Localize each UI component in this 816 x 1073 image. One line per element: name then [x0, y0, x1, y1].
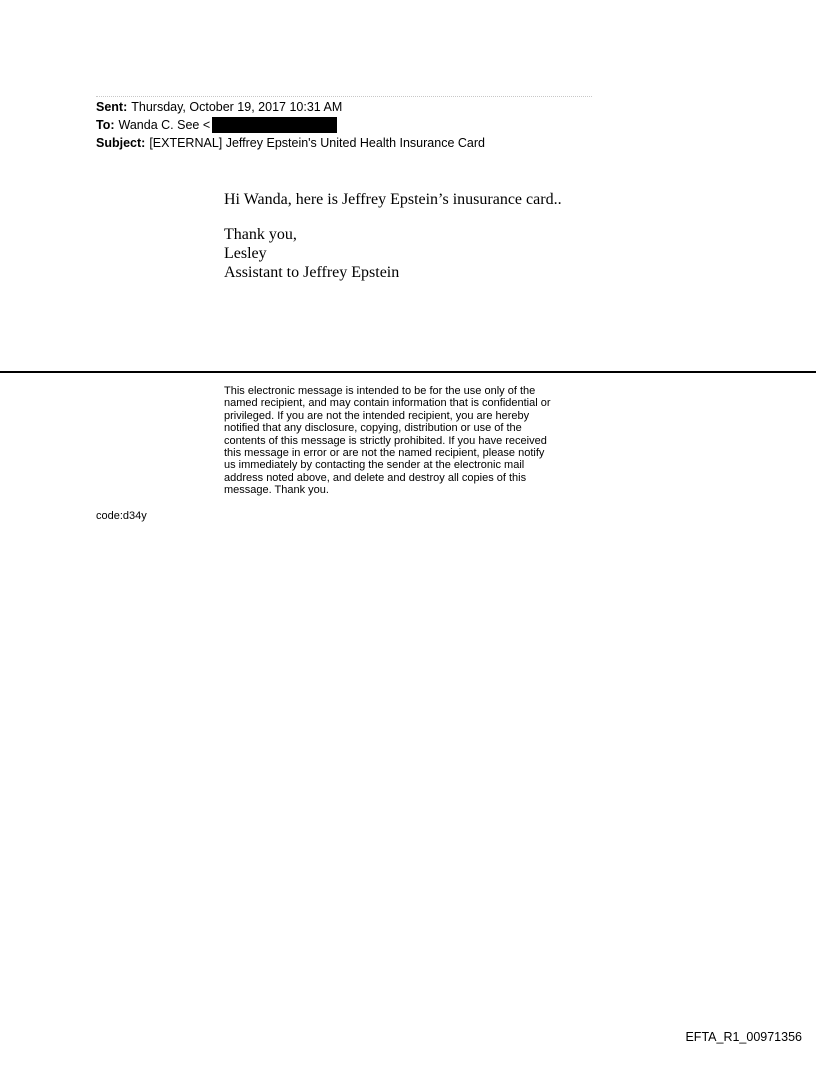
sent-value: Thursday, October 19, 2017 10:31 AM [131, 100, 343, 114]
to-label: To: [96, 118, 115, 132]
closing-line: Thank you, [224, 226, 297, 243]
email-header [96, 98, 485, 152]
to-value: Wanda C. See < [118, 118, 211, 132]
greeting-line: Hi Wanda, here is Jeffrey Epstein’s inusurance card.. [224, 191, 562, 208]
subject-value: [EXTERNAL] Jeffrey Epstein's United Health Insurance Card [149, 136, 485, 150]
message-body [224, 190, 562, 282]
sent-label: Sent: [96, 100, 128, 114]
header-separator [96, 96, 592, 97]
signature-name: Lesley [224, 245, 267, 262]
redaction-block [212, 117, 337, 133]
subject-row [96, 134, 485, 152]
sent-row [96, 98, 485, 116]
document-id: EFTA_R1_00971356 [685, 1030, 802, 1044]
confidentiality-disclaimer: This electronic message is intended to be for the use only of the named recipient, and may contain information that is confidential or privileged. If you are not the intended recipient, you are hereby notified that any disclosure, copying, distribution or use of the contents of this message is strictly prohibited. If you have received this message in error or are not the named recipient, please notify us immediately by contacting the sender at the electronic mail address noted above, and delete and destroy all copies of this message. Thank you. [224, 385, 551, 497]
subject-label: Subject: [96, 136, 146, 150]
signature-title: Assistant to Jeffrey Epstein [224, 264, 400, 281]
code-label: code:d34y [96, 510, 147, 522]
to-row [96, 116, 485, 134]
divider-line [0, 371, 816, 373]
